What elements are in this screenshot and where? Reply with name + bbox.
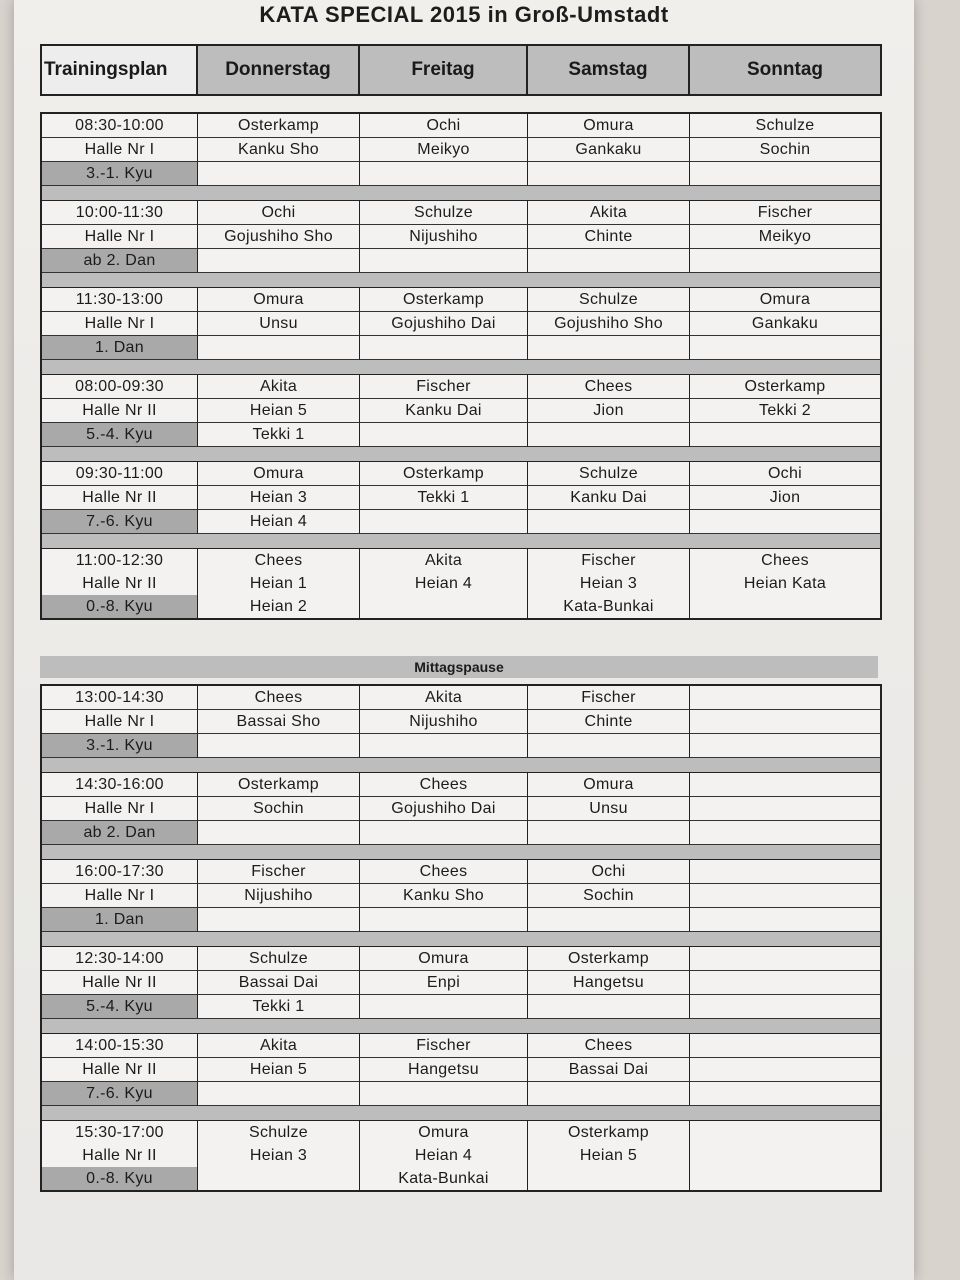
session-level: 1. Dan (42, 908, 198, 932)
kata-cell: Hangetsu (360, 1058, 528, 1082)
session-time: 14:30-16:00 (42, 773, 198, 797)
session-6 (42, 549, 880, 618)
trainer-cell (690, 947, 880, 971)
kata-cell (198, 821, 360, 845)
kata-cell (690, 1144, 880, 1167)
header-sonntag: Sonntag (690, 46, 880, 94)
trainer-cell: Chees (360, 860, 528, 884)
kata-cell (690, 884, 880, 908)
kata-cell: Kanku Sho (198, 138, 360, 162)
session-time: 14:00-15:30 (42, 1034, 198, 1058)
kata-cell: Gankaku (690, 312, 880, 336)
kata-cell (360, 734, 528, 758)
session-time: 11:30-13:00 (42, 288, 198, 312)
session-separator (42, 1019, 880, 1034)
trainer-cell: Osterkamp (198, 773, 360, 797)
kata-cell: Heian Kata (743, 575, 827, 592)
header-samstag: Samstag (528, 46, 690, 94)
kata-cell: Gankaku (528, 138, 690, 162)
kata-cell: Heian 3 (528, 572, 690, 595)
kata-cell: Heian 5 (198, 399, 360, 423)
kata-cell (690, 797, 880, 821)
afternoon-schedule (40, 684, 882, 1192)
kata-cell (198, 908, 360, 932)
session-hall: Halle Nr II (42, 1058, 198, 1082)
session-separator (42, 186, 880, 201)
kata-cell (690, 249, 880, 273)
kata-cell (360, 1082, 528, 1106)
session-3 (42, 288, 880, 360)
kata-cell: Tekki 2 (690, 399, 880, 423)
trainer-cell: Ochi (198, 201, 360, 225)
trainer-cell: Omura (360, 1121, 528, 1144)
session-6 (42, 1121, 880, 1190)
trainer-cell: Fischer (528, 686, 690, 710)
kata-cell: Jion (528, 399, 690, 423)
trainer-cell: Fischer (360, 1034, 528, 1058)
kata-cell (528, 995, 690, 1019)
trainer-cell: Chees (761, 552, 809, 569)
session-level: 3.-1. Kyu (42, 162, 198, 186)
kata-cell: Bassai Dai (198, 971, 360, 995)
kata-cell: Heian 4 (360, 572, 528, 595)
kata-cell: Sochin (690, 138, 880, 162)
session-4 (42, 375, 880, 447)
lunch-break-label: Mittagspause (40, 656, 878, 678)
kata-cell: Chinte (528, 710, 690, 734)
session-level: ab 2. Dan (42, 821, 198, 845)
session-level: 5.-4. Kyu (42, 423, 198, 447)
session-time: 09:30-11:00 (42, 462, 198, 486)
kata-cell: Bassai Sho (198, 710, 360, 734)
kata-cell (528, 908, 690, 932)
trainer-cell (690, 860, 880, 884)
kata-cell: Meikyo (690, 225, 880, 249)
kata-cell: Gojushiho Dai (360, 312, 528, 336)
kata-cell (528, 821, 690, 845)
session-hall: Halle Nr I (42, 225, 198, 249)
kata-cell: Heian 1 (198, 572, 360, 595)
kata-cell: Meikyo (360, 138, 528, 162)
session-level: 3.-1. Kyu (42, 734, 198, 758)
kata-cell: Hangetsu (528, 971, 690, 995)
kata-cell: Tekki 1 (198, 995, 360, 1019)
kata-cell: Kanku Sho (360, 884, 528, 908)
session-level: 0.-8. Kyu (42, 595, 198, 618)
kata-cell (198, 734, 360, 758)
kata-cell: Unsu (198, 312, 360, 336)
kata-cell (528, 336, 690, 360)
kata-cell (690, 821, 880, 845)
trainer-cell (690, 686, 880, 710)
session-hall: Halle Nr I (42, 312, 198, 336)
session-time: 15:30-17:00 (42, 1121, 198, 1144)
kata-cell: Tekki 1 (198, 423, 360, 447)
trainer-cell: Omura (690, 288, 880, 312)
trainer-cell: Osterkamp (528, 1121, 690, 1144)
session-separator (42, 360, 880, 375)
session-3 (42, 860, 880, 932)
kata-cell: Kata-Bunkai (528, 595, 690, 618)
session-1 (42, 114, 880, 186)
kata-cell: Heian 5 (528, 1144, 690, 1167)
kata-cell (360, 336, 528, 360)
kata-cell (360, 908, 528, 932)
kata-cell: Heian 3 (198, 486, 360, 510)
trainer-cell: Akita (198, 1034, 360, 1058)
trainer-cell: Schulze (528, 462, 690, 486)
kata-cell (360, 995, 528, 1019)
session-time: 08:30-10:00 (42, 114, 198, 138)
kata-cell: Gojushiho Sho (198, 225, 360, 249)
schedule-sheet (14, 0, 914, 1280)
kata-cell: Gojushiho Dai (360, 797, 528, 821)
kata-cell: Kanku Dai (528, 486, 690, 510)
session-time: 11:00-12:30 (42, 549, 198, 572)
trainer-cell: Omura (528, 773, 690, 797)
trainer-cell: Akita (360, 549, 528, 572)
kata-cell (360, 595, 528, 618)
kata-cell (198, 336, 360, 360)
trainer-cell: Osterkamp (528, 947, 690, 971)
trainer-cell: Osterkamp (690, 375, 880, 399)
kata-cell: Unsu (528, 797, 690, 821)
trainer-cell: Omura (528, 114, 690, 138)
trainer-cell: Akita (528, 201, 690, 225)
kata-cell: Tekki 1 (360, 486, 528, 510)
kata-cell (198, 1082, 360, 1106)
kata-cell (528, 249, 690, 273)
kata-cell: Nijushiho (360, 225, 528, 249)
kata-cell: Heian 3 (198, 1144, 360, 1167)
kata-cell (690, 1167, 880, 1190)
kata-cell (690, 1082, 880, 1106)
trainer-cell (690, 1034, 880, 1058)
morning-schedule (40, 112, 882, 620)
table-header (40, 44, 882, 96)
kata-cell: Nijushiho (198, 884, 360, 908)
trainer-cell: Ochi (360, 114, 528, 138)
kata-cell: Nijushiho (360, 710, 528, 734)
kata-cell: Heian 5 (198, 1058, 360, 1082)
session-time: 08:00-09:30 (42, 375, 198, 399)
session-level: 7.-6. Kyu (42, 1082, 198, 1106)
session-hall: Halle Nr II (42, 971, 198, 995)
kata-cell (360, 821, 528, 845)
session-level: 0.-8. Kyu (42, 1167, 198, 1190)
kata-cell (690, 336, 880, 360)
trainer-cell: Osterkamp (198, 114, 360, 138)
trainer-cell: Omura (198, 462, 360, 486)
kata-cell (198, 162, 360, 186)
session-hall: Halle Nr I (42, 138, 198, 162)
session-level: ab 2. Dan (42, 249, 198, 273)
kata-cell (528, 1167, 690, 1190)
kata-cell (690, 595, 880, 618)
session-1 (42, 686, 880, 758)
kata-cell: Kata-Bunkai (360, 1167, 528, 1190)
session-separator (42, 845, 880, 860)
kata-cell (690, 423, 880, 447)
trainer-cell (690, 1121, 880, 1144)
session-time: 16:00-17:30 (42, 860, 198, 884)
session-hall: Halle Nr I (42, 710, 198, 734)
trainer-cell: Akita (198, 375, 360, 399)
kata-cell: Kanku Dai (360, 399, 528, 423)
trainer-cell: Ochi (690, 462, 880, 486)
session-hall: Halle Nr II (42, 486, 198, 510)
session-hall: Halle Nr II (42, 572, 198, 595)
session-5 (42, 1034, 880, 1106)
kata-cell: Heian 2 (198, 595, 360, 618)
kata-cell (198, 249, 360, 273)
header-freitag: Freitag (360, 46, 528, 94)
trainer-cell: Osterkamp (360, 462, 528, 486)
session-level: 7.-6. Kyu (42, 510, 198, 534)
kata-cell: Heian 4 (198, 510, 360, 534)
session-4 (42, 947, 880, 1019)
trainer-cell: Akita (360, 686, 528, 710)
trainer-cell: Schulze (528, 288, 690, 312)
kata-cell: Bassai Dai (528, 1058, 690, 1082)
trainer-cell: Fischer (528, 549, 690, 572)
trainer-cell: Chees (528, 1034, 690, 1058)
kata-cell (528, 1082, 690, 1106)
session-separator (42, 758, 880, 773)
session-5 (42, 462, 880, 534)
kata-cell: Sochin (198, 797, 360, 821)
session-2 (42, 773, 880, 845)
trainer-cell: Schulze (360, 201, 528, 225)
kata-cell: Chinte (528, 225, 690, 249)
session-separator (42, 273, 880, 288)
session-time: 12:30-14:00 (42, 947, 198, 971)
kata-cell (198, 1167, 360, 1190)
trainer-cell: Omura (360, 947, 528, 971)
trainer-cell: Fischer (198, 860, 360, 884)
trainer-cell: Chees (528, 375, 690, 399)
kata-cell (528, 510, 690, 534)
kata-cell: Jion (690, 486, 880, 510)
kata-cell (528, 423, 690, 447)
page-title: KATA SPECIAL 2015 in Groß-Umstadt (259, 2, 669, 27)
session-separator (42, 932, 880, 947)
trainer-cell: Chees (198, 549, 360, 572)
kata-cell (690, 971, 880, 995)
header-trainingsplan: Trainingsplan (42, 46, 198, 94)
session-separator (42, 447, 880, 462)
trainer-cell: Fischer (690, 201, 880, 225)
kata-cell: Enpi (360, 971, 528, 995)
kata-cell (528, 162, 690, 186)
kata-cell (690, 162, 880, 186)
trainer-cell: Chees (360, 773, 528, 797)
kata-cell (360, 249, 528, 273)
session-time: 13:00-14:30 (42, 686, 198, 710)
header-donnerstag: Donnerstag (198, 46, 360, 94)
kata-cell (690, 908, 880, 932)
kata-cell (690, 995, 880, 1019)
kata-cell (528, 734, 690, 758)
kata-cell: Gojushiho Sho (528, 312, 690, 336)
session-hall: Halle Nr I (42, 884, 198, 908)
session-2 (42, 201, 880, 273)
kata-cell: Sochin (528, 884, 690, 908)
kata-cell (360, 423, 528, 447)
session-hall: Halle Nr I (42, 797, 198, 821)
trainer-cell: Schulze (198, 947, 360, 971)
kata-cell (690, 510, 880, 534)
kata-cell (690, 734, 880, 758)
trainer-cell: Schulze (690, 114, 880, 138)
kata-cell (360, 162, 528, 186)
trainer-cell: Ochi (528, 860, 690, 884)
session-level: 5.-4. Kyu (42, 995, 198, 1019)
session-hall: Halle Nr II (42, 399, 198, 423)
session-hall: Halle Nr II (42, 1144, 198, 1167)
session-time: 10:00-11:30 (42, 201, 198, 225)
session-separator (42, 534, 880, 549)
trainer-cell: Omura (198, 288, 360, 312)
trainer-cell: Chees (198, 686, 360, 710)
kata-cell: Heian 4 (360, 1144, 528, 1167)
trainer-cell: Fischer (360, 375, 528, 399)
trainer-cell: Osterkamp (360, 288, 528, 312)
session-level: 1. Dan (42, 336, 198, 360)
kata-cell (690, 1058, 880, 1082)
trainer-cell (690, 773, 880, 797)
trainer-cell: Schulze (198, 1121, 360, 1144)
kata-cell (360, 510, 528, 534)
session-separator (42, 1106, 880, 1121)
kata-cell (690, 710, 880, 734)
